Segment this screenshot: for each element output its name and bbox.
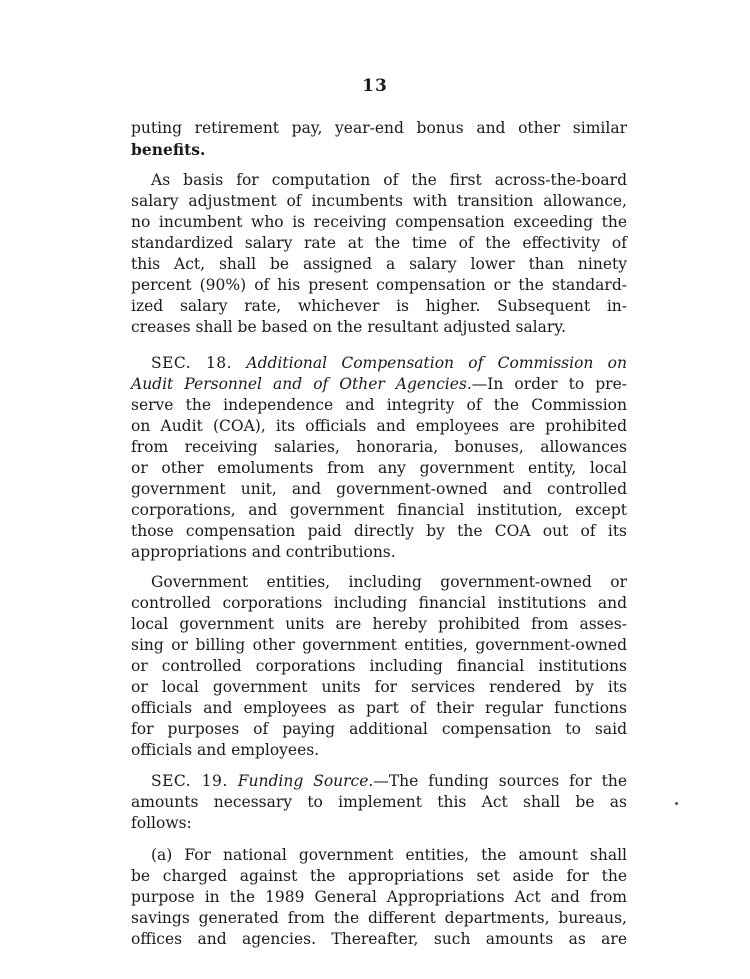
section-heading-line bbox=[131, 374, 627, 395]
text-line: no incumbent who is receiving compensation exceeding the bbox=[131, 213, 627, 231]
text-run: —In order to pre- bbox=[471, 375, 628, 393]
text-line: or local government units for services rendered by its bbox=[131, 678, 627, 696]
text-line: or controlled corporations including financial institutions bbox=[131, 657, 627, 675]
section-heading-line bbox=[131, 771, 627, 792]
text-line: As basis for computation of the first across-the-board bbox=[151, 171, 627, 189]
text-line: appropriations and contributions. bbox=[131, 543, 396, 561]
text-line: from receiving salaries, honoraria, bonuses, allowances bbox=[131, 438, 627, 456]
paragraph-continuation bbox=[131, 118, 627, 160]
text-line: controlled corporations including financial institutions and bbox=[131, 594, 627, 612]
section-title-cont: Audit Personnel and of Other Agencies. bbox=[131, 375, 472, 393]
text-line: purpose in the 1989 General Appropriations Act and from bbox=[131, 888, 627, 906]
text-line: puting retirement pay, year-end bonus and other similar bbox=[131, 119, 627, 137]
text-line: savings generated from the different departments, bureaus, bbox=[131, 909, 627, 927]
text-line: follows: bbox=[131, 814, 192, 832]
text-line: corporations, and government financial institution, except bbox=[131, 501, 627, 519]
text-line: salary adjustment of incumbents with transition allowance, bbox=[131, 192, 627, 210]
scan-speck bbox=[675, 802, 678, 805]
text-line: on Audit (COA), its officials and employees are prohibited bbox=[131, 417, 627, 435]
text-line: or other emoluments from any government entity, local bbox=[131, 459, 627, 477]
section-heading-line bbox=[131, 353, 627, 374]
text-line: be charged against the appropriations set aside for the bbox=[131, 867, 627, 885]
text-line: creases shall be based on the resultant adjusted salary. bbox=[131, 318, 566, 336]
text-line: those compensation paid directly by the COA out of its bbox=[131, 522, 627, 540]
text-line: percent (90%) of his present compensation or the standard- bbox=[131, 276, 627, 294]
paragraph-basis-computation bbox=[131, 170, 627, 338]
text-line: ized salary rate, whichever is higher. Subsequent in- bbox=[131, 297, 627, 315]
text-line: for purposes of paying additional compensation to said bbox=[131, 720, 627, 738]
paragraph-government-entities bbox=[131, 572, 627, 761]
section-label: SEC. 19. bbox=[151, 772, 228, 790]
text-line: standardized salary rate at the time of the effectivity of bbox=[131, 234, 627, 252]
text-line: offices and agencies. Thereafter, such amounts as are bbox=[131, 930, 627, 948]
text-run: —The funding sources for the bbox=[373, 772, 627, 790]
text-line: amounts necessary to implement this Act shall be as bbox=[131, 793, 627, 811]
text-line: officials and employees. bbox=[131, 741, 320, 759]
paragraph-funding-a bbox=[131, 845, 627, 950]
text-line: Government entities, including government-owned or bbox=[151, 573, 627, 591]
section-label: SEC. 18. bbox=[151, 354, 233, 372]
text-line: local government units are hereby prohibited from asses- bbox=[131, 615, 627, 633]
section-title: Funding Source. bbox=[237, 772, 374, 790]
section-18 bbox=[131, 353, 627, 563]
text-line: officials and employees as part of their regular functions bbox=[131, 699, 627, 717]
section-title: Additional Compensation of Commission on bbox=[246, 354, 627, 372]
text-line: (a) For national government entities, the amount shall bbox=[151, 846, 627, 864]
section-19 bbox=[131, 771, 627, 834]
text-line: government unit, and government-owned and controlled bbox=[131, 480, 627, 498]
page-number: 13 bbox=[362, 76, 388, 96]
text-line: benefits. bbox=[131, 140, 206, 159]
text-line: sing or billing other government entities, government-owned bbox=[131, 636, 627, 654]
text-line: this Act, shall be assigned a salary lower than ninety bbox=[131, 255, 627, 273]
text-line: serve the independence and integrity of the Commission bbox=[131, 396, 627, 414]
